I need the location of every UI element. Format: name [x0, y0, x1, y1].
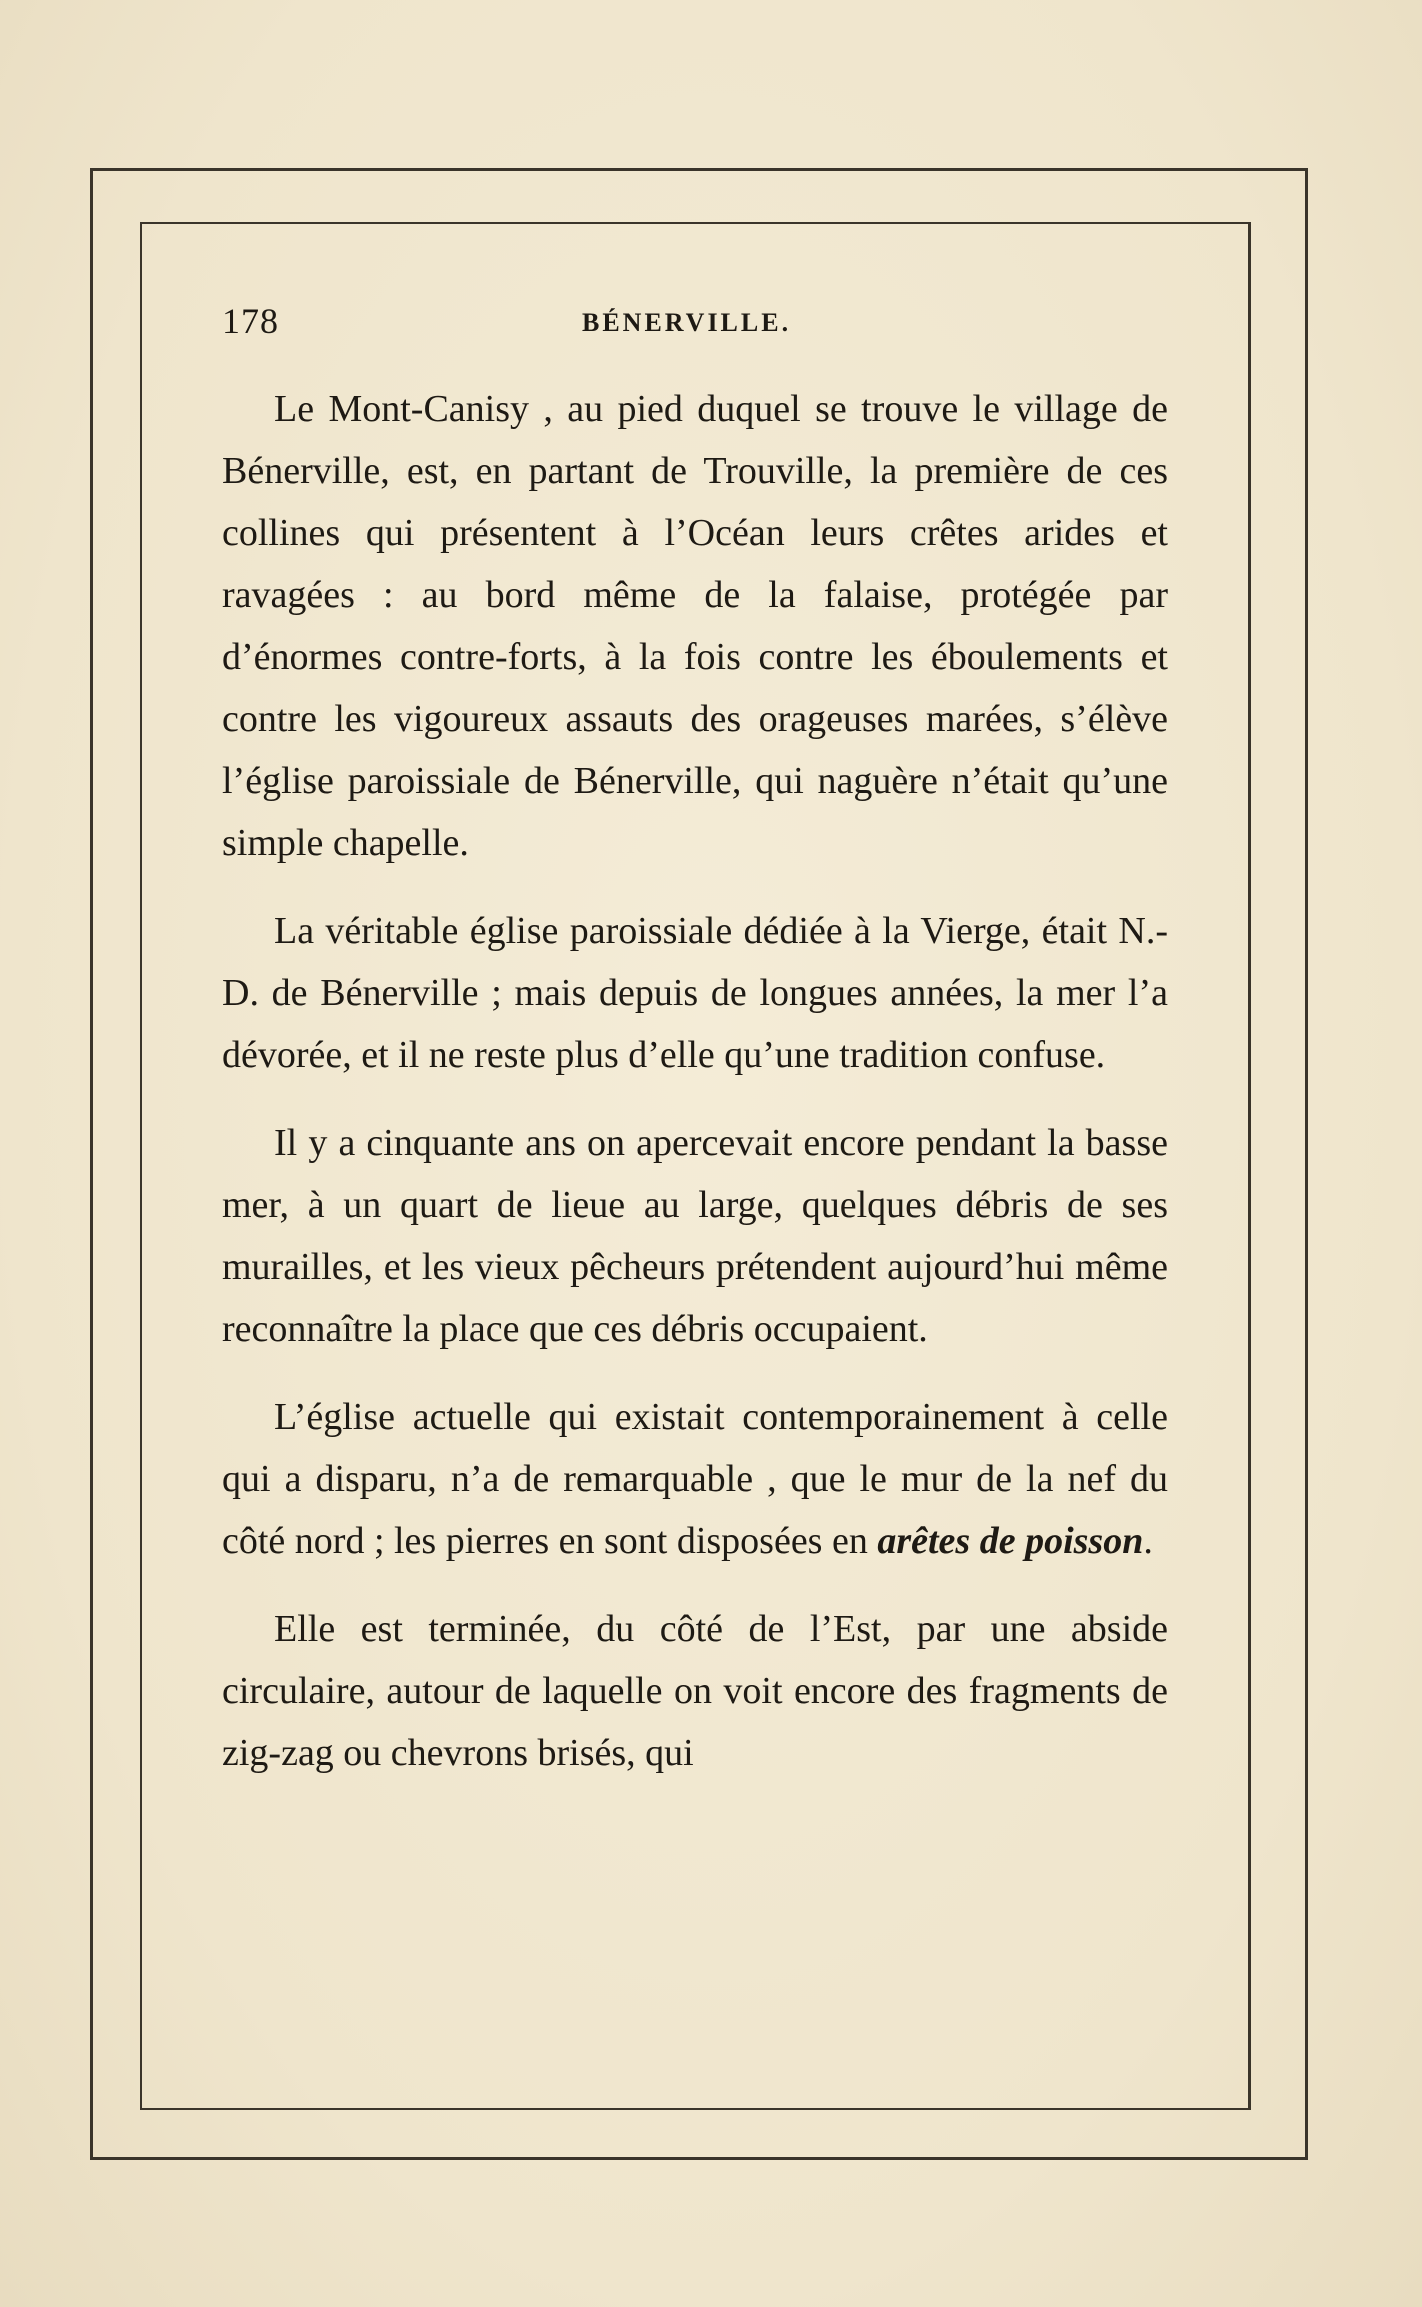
inner-frame-left-rule [140, 222, 142, 2109]
running-title: BÉNERVILLE. [582, 308, 792, 337]
inner-frame-bottom-rule [140, 2108, 1251, 2110]
paragraph-5: Elle est terminée, du côté de l’Est, par une abside circulaire, autour de laquelle on voit encore des fragments de zig-zag ou chevrons brisés, qui [222, 1608, 1168, 1774]
page-number: 178 [222, 301, 279, 341]
paragraph-3: Il y a cinquante ans on apercevait encore pendant la basse mer, à un quart de lieue au large, quelques débris de ses murailles, et les vieux pêcheurs prétendent aujourd’hui même reconnaître la place que ces débris occupaient. [222, 1122, 1168, 1350]
outer-frame-bottom-rule [90, 2157, 1308, 2160]
page-header [222, 300, 1172, 350]
paragraph-4-end: . [1143, 1520, 1153, 1562]
paragraph-4 [222, 1386, 1168, 1572]
paragraph-1: Le Mont-Canisy , au pied duquel se trouve le village de Bénerville, est, en partant de Trouville, la première de ces collines qui présentent à l’Océan leurs crêtes arides et ravagées : au bord même de la falaise, protégée par d’énormes contre-forts, à la fois contre les éboulements et contre les vigoureux assauts des orageuses marées, s’élève l’église paroissiale de Bénerville, qui naguère n’était qu’une simple chapelle. [222, 388, 1168, 864]
outer-frame-top-rule [90, 168, 1308, 171]
inner-frame-right-rule [1248, 222, 1251, 2109]
body-text [222, 378, 1168, 1810]
outer-frame-left-rule [90, 168, 93, 2158]
paragraph-2: La véritable église paroissiale dédiée à la Vierge, était N.-D. de Bénerville ; mais depuis de longues années, la mer l’a dévorée, et il ne reste plus d’elle qu’une tradition confuse. [222, 910, 1168, 1076]
outer-frame-right-rule [1305, 168, 1308, 2160]
italic-phrase: arêtes de poisson [877, 1520, 1144, 1562]
inner-frame-top-rule [140, 222, 1250, 224]
paragraph-4-text: L’église actuelle qui existait contemporainement à celle qui a disparu, n’a de remarquable , que le mur de la nef du côté nord ; les pierres en sont disposées en [222, 1396, 1168, 1562]
